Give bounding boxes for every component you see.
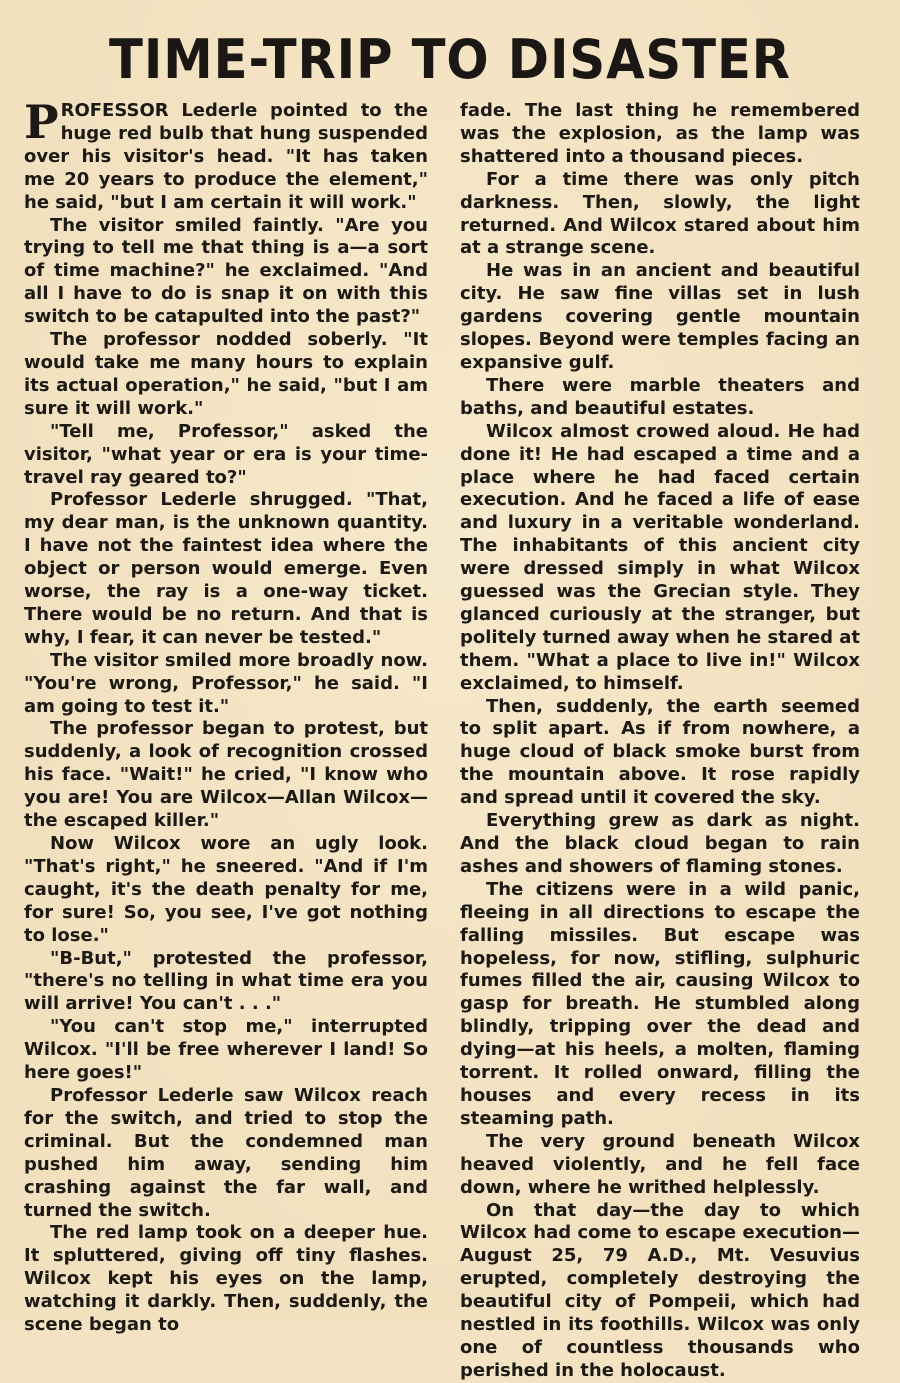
paragraph: The red lamp took on a deeper hue. It spluttered, giving off tiny flashes. Wilcox kept his eyes on the lamp, watching it darkly. Then, suddenly, the scene began to: [24, 1222, 428, 1336]
paragraph: For a time there was only pitch darkness. Then, slowly, the light returned. And Wilcox stared about him at a strange scene.: [460, 168, 860, 259]
paragraph: The citizens were in a wild panic, fleeing in all directions to escape the falling missiles. But escape was hopeless, for now, stifling, sulphuric fumes filled the air, causing Wilcox to gasp for breath. He stumbled along blindly, tripping over the dead and dying—at his heels, a molten, flaming torrent. It rolled onward, filling the houses and every recess in its steaming path.: [460, 878, 860, 1129]
paragraph: Wilcox almost crowed aloud. He had done it! He had escaped a time and a place where he had faced certain execution. And he faced a life of ease and luxury in a veritable wonderland. The inhabitants of this ancient city were dressed simply in what Wilcox guessed was the Grecian style. They glanced curiously at the stranger, but politely turned away when he stared at them. "What a place to live in!" Wilcox exclaimed, to himself.: [460, 420, 860, 694]
paragraph: The professor began to protest, but suddenly, a look of recognition crossed his face. "Wait!" he cried, "I know who you are! You are Wilcox—Allan Wilcox—the escaped killer.": [24, 718, 428, 832]
story-title: TIME-TRIP TO DISASTER: [109, 28, 791, 91]
paragraph: Professor Lederle saw Wilcox reach for the switch, and tried to stop the criminal. But the condemned man pushed him away, sending him crashing against the far wall, and turned the switch.: [24, 1084, 428, 1221]
paragraph: He was in an ancient and beautiful city. He saw fine villas set in lush gardens covering gentle mountain slopes. Beyond were temples facing an expansive gulf.: [460, 260, 860, 373]
paragraph: "Tell me, Professor," asked the visitor, "what year or era is your time-travel ray geared to?": [24, 420, 428, 488]
paragraph: There were marble theaters and baths, and beautiful estates.: [460, 374, 860, 419]
paragraph: Then, suddenly, the earth seemed to split apart. As if from nowhere, a huge cloud of black smoke burst from the mountain above. It rose rapidly and spread until it covered the sky.: [460, 695, 860, 809]
paragraph: The visitor smiled more broadly now. "You're wrong, Professor," he said. "I am going to test it.": [24, 649, 428, 717]
paragraph: Professor Lederle shrugged. "That, my dear man, is the unknown quantity. I have not the faintest idea where the object or person would emerge. Even worse, the ray is a one-way ticket. There would be no return. And that is why, I fear, it can never be tested.": [24, 489, 428, 648]
paragraph: The professor nodded soberly. "It would take me many hours to explain its actual operation," he said, "but I am sure it will work.": [24, 329, 428, 419]
paragraph: Now Wilcox wore an ugly look. "That's right," he sneered. "And if I'm caught, it's the death penalty for me, for sure! So, you see, I've got nothing to lose.": [24, 833, 428, 946]
paragraph: "You can't stop me," interrupted Wilcox. "I'll be free wherever I land! So here goes!": [24, 1016, 428, 1084]
paragraph: Everything grew as dark as night. And the black cloud began to rain ashes and showers of flaming stones.: [460, 810, 860, 877]
right-column: [460, 100, 860, 1383]
paragraph: "B-But," protested the professor, "there's no telling in what time era you will arrive! You can't . . .": [24, 947, 428, 1015]
paragraph: The visitor smiled faintly. "Are you trying to tell me that thing is a—a sort of time machine?" he exclaimed. "And all I have to do is snap it on with this switch to be catapulted into the past?": [24, 214, 428, 328]
paragraph: The very ground beneath Wilcox heaved violently, and he fell face down, where he writhed helplessly.: [460, 1130, 860, 1198]
paragraph-continued: fade. The last thing he remembered was the explosion, as the lamp was shattered into a thousand pieces.: [460, 100, 860, 167]
drop-cap: P: [24, 95, 59, 149]
opening-text: ROFESSOR Lederle pointed to the huge red bulb that hung suspended over his visitor's head. "It has taken me 20 years to produce the element," he said, "but I am certain it will work.": [24, 100, 428, 213]
left-column: [24, 95, 428, 1337]
paragraph: On that day—the day to which Wilcox had come to escape execution—August 25, 79 A.D., Mt. Vesuvius erupted, completely destroying the beautiful city of Pompeii, which had nestled in its foothills. Wilcox was only one of countless thousands who perished in the holocaust.: [460, 1199, 860, 1381]
paragraph-opening: [24, 95, 428, 215]
